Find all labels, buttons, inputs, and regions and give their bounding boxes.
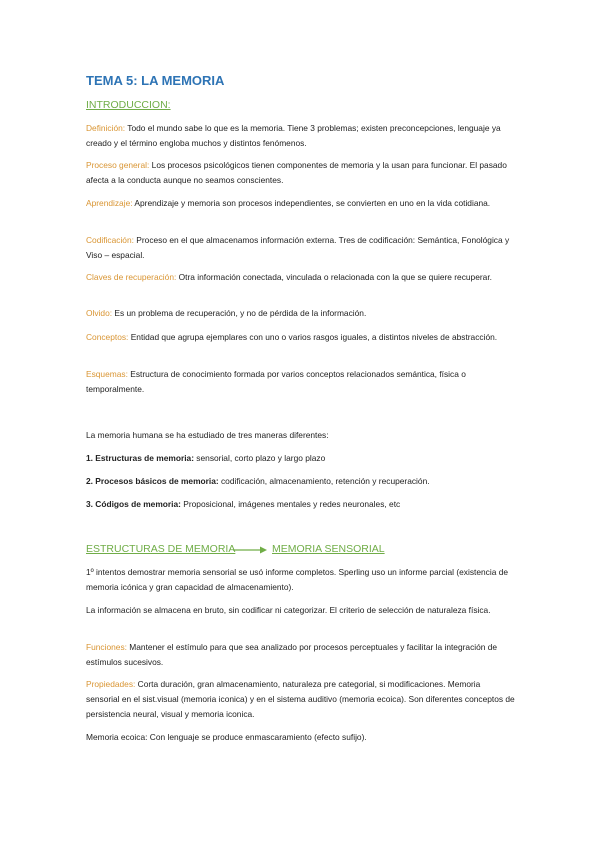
way-text: codificación, almacenamiento, retención y recuperación. <box>218 476 430 486</box>
esquemas-paragraph <box>86 367 516 397</box>
aprendizaje-text: Aprendizaje y memoria son procesos independientes, se convierten en uno en la vida cotidiana. <box>132 198 491 208</box>
arrow-right-icon <box>231 544 269 556</box>
codificacion-text: Proceso en el que almacenamos información externa. Tres de codificación: Semántica, Fonológica y Viso – espacial. <box>86 235 510 260</box>
esquemas-text: Estructura de conocimiento formada por varios conceptos relacionados semántica, física o temporalmente. <box>86 369 466 394</box>
propiedades-text: Corta duración, gran almacenamiento, naturaleza pre categorial, si modificaciones. Memoria sensorial en el sist.visual (memoria iconica) y en el sistema auditivo (memoria ecoica). Son diferentes conceptos de persistencia neural, visual y memoria iconica. <box>86 679 515 719</box>
olvido-paragraph <box>86 306 516 321</box>
way-text: Proposicional, imágenes mentales y redes neuronales, etc <box>180 499 401 509</box>
proceso-general-text: Los procesos psicológicos tienen componentes de memoria y la usan para funcionar. El pasado afecta a la conducta aunque no seamos conscientes. <box>86 160 507 185</box>
propiedades-label: Propiedades: <box>86 679 136 689</box>
section-structures-heading: ESTRUCTURAS DE MEMORIA <box>86 543 236 555</box>
aprendizaje-paragraph <box>86 196 516 211</box>
definition-text: Todo el mundo sabe lo que es la memoria. Tiene 3 problemas; existen preconcepciones, lenguaje ya creado y el término engloba muchos y distintos fenómenos. <box>86 123 501 148</box>
way-label: 2. Procesos básicos de memoria: <box>86 476 219 486</box>
way-label: 1. Estructuras de memoria: <box>86 453 194 463</box>
sensory-paragraph-1: 1º intentos demostrar memoria sensorial se usó informe completos. Sperling uso un informe parcial (existencia de memoria icónica y gran capacidad de almacenamiento). <box>86 567 509 592</box>
proceso-general-label: Proceso general: <box>86 160 150 170</box>
conceptos-label: Conceptos: <box>86 332 129 342</box>
esquemas-label: Esquemas: <box>86 369 128 379</box>
definition-label: Definición: <box>86 123 126 133</box>
intro-heading: INTRODUCCION: <box>86 99 171 111</box>
codificacion-label: Codificación: <box>86 235 134 245</box>
definition-paragraph <box>86 121 516 151</box>
claves-text: Otra información conectada, vinculada o relacionada con la que se quiere recuperar. <box>176 272 492 282</box>
claves-paragraph <box>86 270 516 285</box>
way-label: 3. Códigos de memoria: <box>86 499 181 509</box>
way-item-codes <box>86 497 516 512</box>
document-title: TEMA 5: LA MEMORIA <box>86 73 225 88</box>
propiedades-paragraph <box>86 677 516 722</box>
claves-label: Claves de recuperación: <box>86 272 177 282</box>
proceso-general-paragraph <box>86 158 516 188</box>
funciones-text: Mantener el estímulo para que sea analizado por procesos perceptuales y facilitar la integración de estímulos sucesivos. <box>86 642 498 667</box>
ways-intro: La memoria humana se ha estudiado de tres maneras diferentes: <box>86 430 329 440</box>
sensory-paragraph-3: Memoria ecoica: Con lenguaje se produce enmascaramiento (efecto sufijo). <box>86 732 367 742</box>
codificacion-paragraph <box>86 233 516 263</box>
way-item-structures <box>86 451 516 466</box>
section-sensory-heading: MEMORIA SENSORIAL <box>272 543 385 555</box>
funciones-label: Funciones: <box>86 642 127 652</box>
conceptos-paragraph <box>86 330 516 345</box>
olvido-text: Es un problema de recuperación, y no de pérdida de la información. <box>112 308 367 318</box>
conceptos-text: Entidad que agrupa ejemplares con uno o varios rasgos iguales, a distintos niveles de abstracción. <box>128 332 498 342</box>
way-item-processes <box>86 474 516 489</box>
sensory-paragraph-2: La información se almacena en bruto, sin codificar ni categorizar. El criterio de selección de naturaleza física. <box>86 605 491 615</box>
aprendizaje-label: Aprendizaje: <box>86 198 133 208</box>
olvido-label: Olvido: <box>86 308 113 318</box>
funciones-paragraph <box>86 640 516 670</box>
way-text: sensorial, corto plazo y largo plazo <box>193 453 326 463</box>
